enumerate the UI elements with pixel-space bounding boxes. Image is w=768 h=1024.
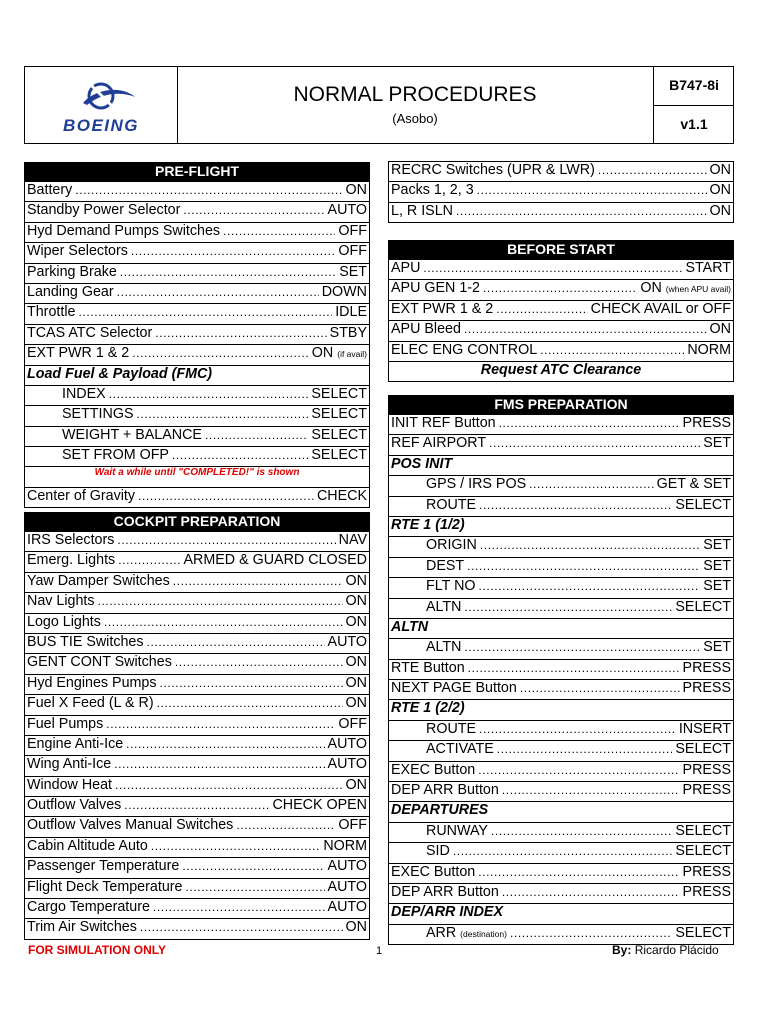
subsection-heading: DEP/ARR INDEX — [389, 903, 733, 923]
page-title: NORMAL PROCEDURES — [293, 83, 537, 106]
boeing-logo — [25, 67, 178, 143]
checklist-row: Outflow Valves ..... CHECK OPEN — [25, 796, 369, 816]
checklist-row: EXT PWR 1 & 2 ..... ON (if avail) — [25, 344, 369, 364]
checklist-row: DEP ARR Button ..... PRESS — [389, 883, 733, 903]
checklist-row: Cargo Temperature ..... AUTO — [25, 898, 369, 918]
checklist-row: Window Heat ..... ON — [25, 776, 369, 796]
checklist-row: FLT NO ..... SET — [389, 577, 733, 597]
checklist-row: Trim Air Switches ..... ON — [25, 918, 369, 938]
checklist-row: EXEC Button ..... PRESS — [389, 863, 733, 883]
checklist-row: Throttle ..... IDLE — [25, 303, 369, 323]
checklist-row: Parking Brake ..... SET — [25, 263, 369, 283]
checklist-row: RTE Button ..... PRESS — [389, 659, 733, 679]
checklist-row: RECRC Switches (UPR & LWR) ..... ON — [389, 162, 733, 181]
load-fuel-heading: Load Fuel & Payload (FMC) — [25, 365, 369, 385]
checklist-row: Flight Deck Temperature ..... AUTO — [25, 878, 369, 898]
before-start-section — [388, 240, 734, 382]
checklist-row: Emerg. Lights ..... ARMED & GUARD CLOSED — [25, 551, 369, 571]
checklist-row: GPS / IRS POS ..... GET & SET — [389, 475, 733, 495]
checklist-row: WEIGHT + BALANCE ..... SELECT — [25, 426, 369, 446]
checklist-row: DEST ..... SET — [389, 557, 733, 577]
checklist-row: IRS Selectors ..... NAV — [25, 531, 369, 551]
checklist-row: ARR (destination) ..... SELECT — [389, 924, 733, 944]
checklist-row: INDEX ..... SELECT — [25, 385, 369, 405]
checklist-row: DEP ARR Button ..... PRESS — [389, 781, 733, 801]
preflight-section — [24, 162, 370, 508]
section-title: COCKPIT PREPARATION — [25, 512, 369, 531]
subsection-heading: RTE 1 (1/2) — [389, 516, 733, 536]
author-credit: By: Ricardo Plácido — [612, 943, 719, 957]
checklist-row: Hyd Demand Pumps Switches ..... OFF — [25, 222, 369, 242]
checklist-row: Packs 1, 2, 3 ..... ON — [389, 181, 733, 201]
checklist-row: GENT CONT Switches ..... ON — [25, 653, 369, 673]
aircraft-model: B747-8i — [654, 67, 734, 106]
checklist-row: SET FROM OFP ..... SELECT — [25, 446, 369, 466]
checklist-row: Fuel X Feed (L & R) ..... ON — [25, 694, 369, 714]
page-number: 1 — [376, 945, 383, 957]
cockpit-preparation-section — [24, 512, 370, 940]
checklist-row: Center of Gravity ..... CHECK — [25, 487, 369, 507]
checklist-row: Hyd Engines Pumps ..... ON — [25, 674, 369, 694]
checklist-row: ELEC ENG CONTROL ..... NORM — [389, 341, 733, 361]
checklist-row: TCAS ATC Selector ..... STBY — [25, 324, 369, 344]
checklist-row: EXEC Button ..... PRESS — [389, 761, 733, 781]
request-clearance: Request ATC Clearance — [389, 361, 733, 381]
header-center — [177, 67, 653, 143]
checklist-row: Landing Gear ..... DOWN — [25, 283, 369, 303]
checklist-row: RUNWAY ..... SELECT — [389, 822, 733, 842]
checklist-row: SID ..... SELECT — [389, 842, 733, 862]
checklist-row: BUS TIE Switches ..... AUTO — [25, 633, 369, 653]
checklist-row: Wing Anti-Ice ..... AUTO — [25, 755, 369, 775]
checklist-row: APU GEN 1-2 ..... ON (when APU avail) — [389, 279, 733, 299]
checklist-row: ROUTE ..... SELECT — [389, 496, 733, 516]
subsection-heading: DEPARTURES — [389, 801, 733, 821]
checklist-row: APU ..... START — [389, 259, 733, 279]
checklist-row: Yaw Damper Switches ..... ON — [25, 572, 369, 592]
checklist-row: ACTIVATE ..... SELECT — [389, 740, 733, 760]
checklist-row: Cabin Altitude Auto ..... NORM — [25, 837, 369, 857]
checklist-row: INIT REF Button ..... PRESS — [389, 414, 733, 434]
section-title: FMS PREPARATION — [389, 395, 733, 414]
checklist-row: L, R ISLN ..... ON — [389, 202, 733, 222]
checklist-row: Outflow Valves Manual Switches ..... OFF — [25, 816, 369, 836]
checklist-row: EXT PWR 1 & 2 ..... CHECK AVAIL or OFF — [389, 300, 733, 320]
checklist-row: ALTN ..... SELECT — [389, 598, 733, 618]
subsection-heading: POS INIT — [389, 455, 733, 475]
checklist-row: Passenger Temperature ..... AUTO — [25, 857, 369, 877]
subsection-heading: RTE 1 (2/2) — [389, 699, 733, 719]
fms-preparation-section — [388, 395, 734, 945]
header-right — [653, 67, 734, 143]
checklist-row: Standby Power Selector ..... AUTO — [25, 201, 369, 221]
checklist-row: ORIGIN ..... SET — [389, 536, 733, 556]
boeing-wordmark: BOEING — [62, 116, 140, 135]
simulation-only-notice: FOR SIMULATION ONLY — [28, 943, 166, 957]
boeing-logo-icon — [25, 67, 177, 143]
checklist-row: Battery ..... ON — [25, 181, 369, 201]
checklist-row: ALTN ..... SET — [389, 638, 733, 658]
section-title: PRE-FLIGHT — [25, 162, 369, 181]
section-title: BEFORE START — [389, 240, 733, 259]
wait-note: Wait a while until "COMPLETED!" is shown — [25, 466, 369, 486]
subsection-heading: ALTN — [389, 618, 733, 638]
page-subtitle: (Asobo) — [392, 111, 438, 126]
checklist-row: Nav Lights ..... ON — [25, 592, 369, 612]
cockpit-preparation-continued — [388, 161, 734, 223]
checklist-row: Fuel Pumps ..... OFF — [25, 715, 369, 735]
checklist-row: Logo Lights ..... ON — [25, 613, 369, 633]
checklist-row: SETTINGS ..... SELECT — [25, 405, 369, 425]
checklist-row: NEXT PAGE Button ..... PRESS — [389, 679, 733, 699]
checklist-row: APU Bleed ..... ON — [389, 320, 733, 340]
checklist-row: ROUTE ..... INSERT — [389, 720, 733, 740]
checklist-row: Engine Anti-Ice ..... AUTO — [25, 735, 369, 755]
checklist-row: Wiper Selectors ..... OFF — [25, 242, 369, 262]
checklist-row: REF AIRPORT ..... SET — [389, 434, 733, 454]
document-version: v1.1 — [680, 116, 708, 132]
document-header — [24, 66, 734, 144]
